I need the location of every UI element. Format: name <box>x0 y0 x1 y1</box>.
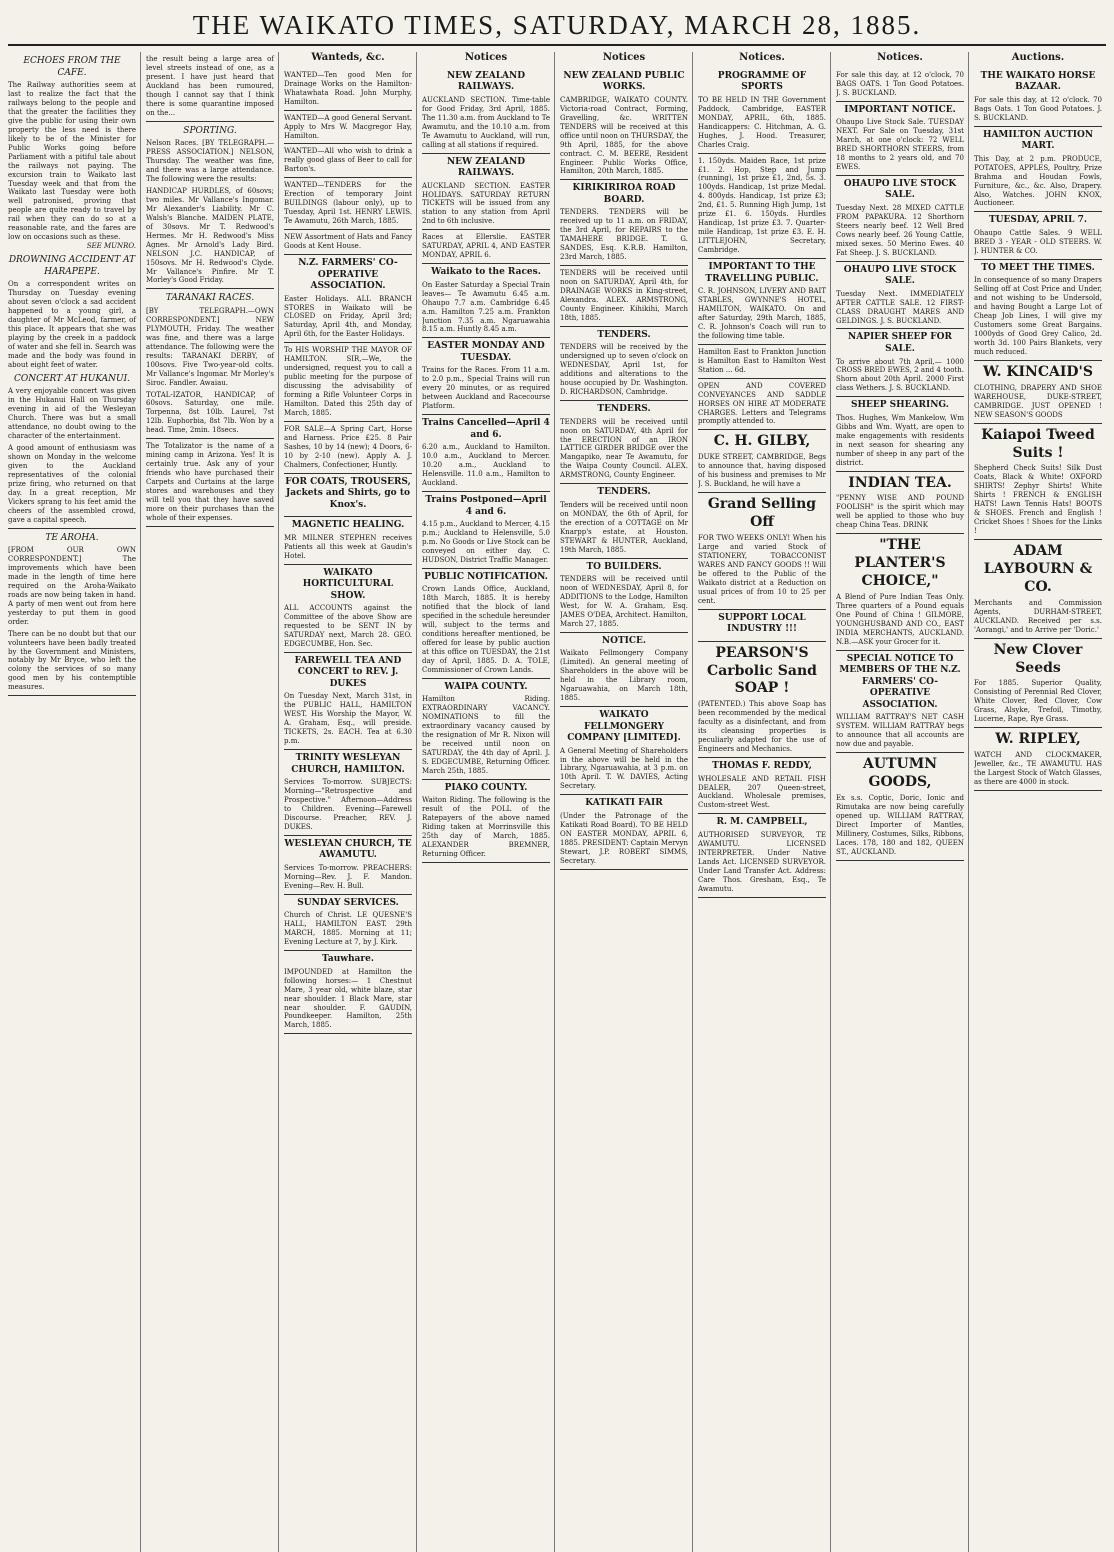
item-title: TO BUILDERS. <box>586 561 662 572</box>
item-signature: SEE MUNRO. <box>86 242 136 251</box>
advertisement <box>974 424 1102 540</box>
advertisement <box>836 68 964 102</box>
item-title: WESLEYAN CHURCH, TE AWAMUTU. <box>284 838 412 861</box>
advertisement <box>284 230 412 255</box>
item-body: TO BE HELD IN THE Government Paddock, Cambridge, EASTER MONDAY, APRIL, 6th, 1885. Handicappers: C. Hitchman, A. G. Hughes, J. Hood. Treasurer, Charles Craig. <box>698 95 826 149</box>
news-item <box>8 374 136 441</box>
item-body: To arrive about 7th April,— 1000 CROSS BRED EWES, 2 and 4 tooth. Shorn about 20th April. 2000 First class Wethers. J. S. BUCKLAND. <box>836 357 964 393</box>
advertisement <box>284 343 412 422</box>
item-title: TENDERS. <box>597 404 651 415</box>
advertisement <box>284 178 412 230</box>
advertisement <box>698 642 826 758</box>
advertisement <box>698 814 826 897</box>
advertisement <box>422 230 550 264</box>
news-paragraph <box>8 627 136 697</box>
advertisement <box>284 111 412 145</box>
item-body: Hamilton East to Frankton Junction is Hamilton East to Hamilton West Station ... 6d. <box>698 347 826 374</box>
news-paragraph <box>146 388 274 440</box>
column-5 <box>560 52 693 1552</box>
item-body: CAMBRIDGE, WAIKATO COUNTY. Victoria-road Contract, Forming, Gravelling, &c. WRITTEN TENDERS will be received at this office until noon on THURSDAY, the 9th April, 1885, for the above contract. C. M. BEERE, Resident Engineer. Public Works Office, Hamilton, 20th March, 1885. <box>560 95 688 176</box>
item-title: TARANAKI RACES. <box>165 293 255 304</box>
advertisement <box>560 633 688 707</box>
item-title: THE WAIKATO HORSE BAZAAR. <box>980 70 1096 93</box>
column-heading: Wanteds, &c. <box>311 52 385 63</box>
advertisement <box>560 327 688 401</box>
item-title: W. KINCAID'S <box>983 363 1093 380</box>
column-heading: Notices. <box>877 52 923 63</box>
item-title: WAIKATO HORTICULTURAL SHOW. <box>302 567 394 601</box>
advertisement <box>836 102 964 176</box>
item-body: Trains for the Races. From 11 a.m. to 2.0 p.m., Special Trains will run every 20 minutes, or as required between Auckland and Racecourse Platform. <box>422 366 550 411</box>
advertisement <box>284 517 412 564</box>
item-body: FOR TWO WEEKS ONLY! When his Large and varied Stock of STATIONERY, TOBACCONIST WARES AND FANCY GOODS !! Will be offered to the Public of the Waikato district at a Reduction on usual prices of from 10 to 25 per cent. <box>698 533 826 605</box>
news-paragraph <box>8 441 136 529</box>
news-paragraph <box>146 184 274 289</box>
advertisement <box>836 397 964 471</box>
item-title: Trains Postponed—April 4 and 6. <box>425 495 547 517</box>
news-paragraph <box>146 52 274 122</box>
advertisement <box>974 68 1102 127</box>
item-title: Trains Cancelled—April 4 and 6. <box>422 418 550 440</box>
item-body: Waiton Riding. The following is the result of the POLL of the Ratepayers of the above named Riding taken at Morrinsville this 25th day of March, 1885. ALEXANDER BREMNER, Returning Officer. <box>422 796 550 859</box>
advertisement <box>560 484 688 558</box>
advertisement <box>698 430 826 493</box>
item-title: CONCERT AT HUKANUI. <box>13 373 131 384</box>
item-title: PEARSON'S Carbolic Sand SOAP ! <box>707 644 817 697</box>
advertisement <box>974 127 1102 213</box>
item-body: A General Meeting of Shareholders in the above will be held in the Library, Ngaruawahia, at 3 p.m. on 10th April. T. W. DAVIES, Acting Secretary. <box>560 746 688 791</box>
item-body: the result being a large area of level streets instead of one, as a present. I have just heard that Auckland has been rumoured, though I cannot say that I think there is some quarantine imposed on the... <box>146 55 274 117</box>
item-title: IMPORTANT NOTICE. <box>844 104 956 115</box>
item-title: AUTUMN GOODS, <box>863 756 937 791</box>
item-body: Thos. Hughes, Wm Mankelow, Wm Gibbs and Wm. Wyatt, are open to make engagements with residents in next season for shearing any number of sheep in any part of the district. <box>836 413 964 467</box>
news-item <box>146 126 274 184</box>
advertisement <box>836 329 964 397</box>
item-body: 1. 150yds. Maiden Race, 1st prize £1. 2. Hop, Step and Jump (running), 1st prize £1, 2nd, 5s. 3. 100yds. Handicap, 1st prize Medal. 4. 800yds. Handicap, 1st prize £3; 2nd, £1. 5. Running High Jump, 1st prize £1. 6. 150yds. Hurdles Handicap, 1st prize £3. 7. Quarter-mile Handicap, 1st prize £3. E. H. LITTLEJOHN, Secretary, Cambridge. <box>698 156 826 255</box>
advertisement <box>284 474 412 518</box>
item-body: Races at Ellerslie. EASTER SATURDAY, APRIL 4, AND EASTER MONDAY, APRIL 6. <box>422 233 550 260</box>
advertisement <box>836 753 964 860</box>
item-body: WHOLESALE AND RETAIL FISH DEALER, 207 Queen-street, Auckland. Wholesale premises, Custom-street West. <box>698 774 826 810</box>
item-body: Easter Holidays. ALL BRANCH STORES in Waikato will be CLOSED on Friday, April 3rd; Saturday, April 4th, and Monday, April 6th, for the Easter Holidays. <box>284 294 412 339</box>
advertisement <box>560 266 688 327</box>
item-title: SUPPORT LOCAL INDUSTRY !!! <box>718 612 806 635</box>
item-title: Tauwhare. <box>322 954 374 965</box>
masthead <box>8 10 1106 46</box>
advertisement <box>284 422 412 474</box>
advertisement <box>698 154 826 259</box>
column-heading: Auctions. <box>1011 52 1065 63</box>
item-body: HANDICAP HURDLES, of 60sovs; two miles. Mr Vallance's Ingomar. Mr Alexander's Liability. Mr C. Walsh's Blanche. MAIDEN PLATE, of 30sovs. Mr T. Redwood's Hermes. Mr H. Redwood's Miss Agnes. Mr Arnold's Lady Bird. NELSON J.C. HANDICAP, of 150sovs. Mr H. Redwood's Clyde. Mr Vallance's Pinfire. Mr T. Morley's Good Friday. <box>146 186 274 285</box>
item-body: Services To-morrow. SUBJECTS: Morning—"Retrospective and Prospective." Afternoon—Address to Children. Evening—Farewell Discourse. Preacher, REV. J. DUKES. <box>284 778 412 831</box>
item-title: ADAM LAYBOURN & CO. <box>983 543 1093 595</box>
advertisement <box>836 262 964 330</box>
item-title: New Clover Seeds <box>993 641 1083 676</box>
item-body: AUTHORISED SURVEYOR, TE AWAMUTU. LICENSED INTERPRETER. Under Native Lands Act. LICENSED SURVEYOR. Under Land Transfer Act. Address: Care Thos. Gresham, Esq., Te Awamutu. <box>698 830 826 893</box>
advertisement <box>422 415 550 492</box>
column-heading: Notices <box>464 52 508 63</box>
item-title: NEW ZEALAND PUBLIC WORKS. <box>563 70 685 93</box>
item-body: 6.20 a.m., Auckland to Hamilton. 10.0 a.m., Auckland to Mercer. 10.20 a.m., Auckland to Helensville. 11.0 a.m., Hamilton to Auckland. <box>422 443 550 488</box>
advertisement <box>836 651 964 753</box>
item-title: R. M. CAMPBELL, <box>716 817 808 828</box>
news-item <box>8 533 136 627</box>
advertisement <box>974 728 1102 791</box>
item-body: WANTED—All who wish to drink a really good glass of Beer to call for Barton's. <box>284 147 412 174</box>
item-body: For sale this day, at 12 o'clock. 70 Bags Oats. 1 Ton Good Potatoes. J. S. BUCKLAND. <box>974 95 1102 122</box>
item-body: (PATENTED.) This above Soap has been recommended by the medical faculty as a disinfectant, and from its cleansing properties is peculiarly adapted for the use of Engineers and Mechanics. <box>698 700 826 754</box>
item-body: WANTED—A good General Servant. Apply to Mrs W. Macgregor Hay, Hamilton. <box>284 113 412 140</box>
advertisement <box>284 565 412 653</box>
item-body: The Totalizator is the name of a mining camp in Arizona. Yes! It is certainly true. Ask any of your friends who have purchased their Carpets and Curtains at the large stores and warehouses and they will tell you that they have saved more on their purchases than the whole of their expenses. <box>146 442 274 522</box>
advertisement <box>422 338 550 415</box>
item-body: For sale this day, at 12 o'clock, 70 BAGS OATS. 1 Ton Good Potatoes. J. S. BUCKLAND. <box>836 70 964 97</box>
advertisement <box>560 180 688 266</box>
item-body: TOTAL-IZATOR, HANDICAP, of 60sovs. Saturday, one mile. Torpenna, 8st 10lb. Laurel, 7st 12lb. Euphorbia, 8st 7lb. Won by a head. Time, 2min. 18secs. <box>146 390 274 435</box>
item-title: INDIAN TEA. <box>848 474 952 491</box>
column-2 <box>146 52 279 1552</box>
news-paragraph <box>146 439 274 527</box>
item-title: TUESDAY, APRIL 7. <box>988 215 1088 226</box>
item-body: Services To-morrow. PREACHERS: Morning—Rev. J. F. Mandon. Evening—Rev. H. Bull. <box>284 863 412 890</box>
advertisement <box>698 493 826 609</box>
item-body: Ex s.s. Coptic, Doric, Ionic and Rimutaka are now being carefully opened up. WILLIAM RATTRAY, Direct Importer of Mantles, Millinery, Costumes, Silks, Ribbons, Laces. 178, 180 and 182, QUEEN ST., AUCKLAND. <box>836 793 964 856</box>
item-title: Kaiapoi Tweed Suits ! <box>981 426 1095 461</box>
item-body: FOR SALE—A Spring Cart, Horse and Harness. Price £25. 8 Pair Sashes, 10 by 14 (new); 4 Doors, 6-10 by 2-10 (new). Apply A. J. Chalmers, Confectioner, Huntly. <box>284 424 412 469</box>
item-title: TENDERS. <box>597 329 651 340</box>
item-title: OHAUPO LIVE STOCK SALE. <box>843 178 957 201</box>
item-body: [BY TELEGRAPH.—OWN CORRESPONDENT.] NEW PLYMOUTH, Friday. The weather was fine, and there was a large attendance. The following were the results: TARANAKI DERBY, of 100sovs. Five Two-year-old colts. Mr Vallance's Ingomar. Mr Morley's Siroc. Fandler. Awaiau. <box>146 306 274 387</box>
item-title: W. RIPLEY, <box>995 731 1081 748</box>
advertisement <box>698 345 826 379</box>
item-body: OPEN AND COVERED CONVEYANCES AND SADDLE HORSES ON HIRE AT MODERATE CHARGES. Letters and Telegrams promptly attended to. <box>698 381 826 426</box>
item-body: TENDERS will be received by the undersigned up to seven o'clock on WEDNESDAY, April 1st, for additions and alterations to the house occupied by Dr. Washington. D. RICHARDSON, Cambridge. <box>560 343 688 397</box>
item-body: "PENNY WISE AND POUND FOOLISH" is the spirit which may well be applied to those who buy cheap China Teas. DRINK <box>836 494 964 530</box>
item-title: NEW ZEALAND RAILWAYS. <box>446 156 526 179</box>
advertisement <box>560 401 688 484</box>
advertisement <box>422 154 550 231</box>
news-item <box>146 293 274 387</box>
item-body: Hamilton Riding. EXTRAORDINARY VACANCY. NOMINATIONS to fill the extraordinary vacancy caused by the resignation of Mr R. Nixon will be received until noon on SATURDAY, the 4th day of April. J. S. EDGECUMBE, Returning Officer. March 25th, 1885. <box>422 695 550 776</box>
news-item <box>8 255 136 370</box>
item-body: AUCKLAND SECTION. Time-table for Good Friday, 3rd April, 1885. The 11.30 a.m. from Auckland to Te Awamutu, and the 10.10 a.m. from Te Awamutu to Auckland, will run, calling at all stations if required. <box>422 95 550 149</box>
advertisement <box>422 569 550 679</box>
item-title: Waikato to the Races. <box>431 267 541 278</box>
item-title: PROGRAMME OF SPORTS <box>717 70 807 93</box>
item-body: WANTED—Ten good Men for Drainage Works on the Hamilton-Whatawhata Road. John Murphy, Hamilton. <box>284 70 412 106</box>
item-title: C. H. GILBY, <box>713 433 811 450</box>
advertisement <box>422 679 550 780</box>
column-8 <box>974 52 1106 1552</box>
advertisement <box>284 68 412 111</box>
item-title: TRINITY WESLEYAN CHURCH, HAMILTON. <box>291 753 405 775</box>
advertisement <box>974 212 1102 259</box>
item-body: A good amount of enthusiasm was shown on Monday in the welcome given to the Auckland representatives of the colonial prize firing, who returned on that day. In a great reception, Mr Vickers sprang to his feet amid the cheers of the assembled crowd, gave a capital speech. <box>8 443 136 524</box>
item-title: KATIKATI FAIR <box>585 798 663 809</box>
item-title: PUBLIC NOTIFICATION. <box>424 571 548 582</box>
item-title: OHAUPO LIVE STOCK SALE. <box>843 264 957 287</box>
item-body: WANTED—TENDERS for the Erection of temporary Joint BUILDINGS (labour only), up to Tuesday, April 1st. HENRY LEWIS. Te Awamutu, 26th March, 1885. <box>284 181 412 226</box>
column-heading: Notices <box>602 52 646 63</box>
item-body: C. R. JOHNSON, LIVERY AND BAIT STABLES, GWYNNE'S HOTEL, HAMILTON, WAIKATO. On and after Saturday, 29th March, 1885, C. R. Johnson's Coach will run to the following time table. <box>698 287 826 340</box>
item-body: There can be no doubt but that our volunteers have been badly treated by the Government and Ministers, notably by Mr Bryce, who left the colony the services of so many good men by his contemptible measures. <box>8 629 136 692</box>
newspaper-title: THE WAIKATO TIMES, SATURDAY, MARCH 28, 1885. <box>192 10 922 40</box>
item-body: TENDERS will be received until noon of WEDNESDAY, April 8, for ADDITIONS to the Lodge, Hamilton West, for W. A. Graham, Esq. JAMES O'DEA, Architect. Hamilton, March 27, 1885. <box>560 575 688 628</box>
advertisement <box>422 492 550 569</box>
column-1 <box>8 52 141 1552</box>
item-body: TENDERS will be received until noon on SATURDAY, 4th April for the ERECTION of an IRON LATTICE GIRDER BRIDGE over the Mangapiko, near Te Awamutu, for the Waipa County Council. ALEX. ARMSTRONG, County Engineer. <box>560 417 688 480</box>
item-body: 4.15 p.m., Auckland to Mercer, 4.15 p.m.; Auckland to Helensville, 5.0 p.m. No Goods or Live Stock can be conveyed on either day. C. HUDSON, District Traffic Manager. <box>422 520 550 564</box>
advertisement <box>836 534 964 650</box>
advertisement <box>284 750 412 836</box>
item-body: TENDERS will be received until noon on SATURDAY, April 4th, for DRAINAGE WORKS in King-street, Alexandra. ALEX. ARMSTRONG, County Engineer. Kihikihi, March 18th, 1885. <box>560 269 688 322</box>
advertisement <box>698 379 826 431</box>
item-body: Ohaupo Live Stock Sale. TUESDAY NEXT. For Sale on Tuesday, 31st March, at one o'clock: 72 WELL BRED SHORTHORN STEERS, from 18 months to 2 years old, and 70 EWES. <box>836 118 964 171</box>
column-4 <box>422 52 555 1552</box>
advertisement <box>974 260 1102 361</box>
item-body: To HIS WORSHIP THE MAYOR OF HAMILTON. SIR,—We, the undersigned, request you to call a public meeting for the purpose of discussing the advisability of forming a Rifle Volunteer Corps in Hamilton. Dated this 25th day of March, 1885. <box>284 346 412 417</box>
item-title: IMPORTANT TO THE TRAVELLING PUBLIC. <box>705 262 819 284</box>
item-title: NOTICE. <box>601 635 647 646</box>
item-title: SUNDAY SERVICES. <box>297 897 399 908</box>
item-body: Merchants and Commission Agents, DURHAM-STREET, AUCKLAND. Received per s.s. 'Aorangi,' and to Arrive per 'Doric.' <box>974 598 1102 634</box>
item-title: TE AROHA. <box>45 532 99 543</box>
item-title: SHEEP SHEARING. <box>851 400 949 411</box>
item-body: TENDERS. TENDERS will be received up to 11 a.m. on FRIDAY, the 3rd April, for REPAIRS to the TAMAHERE BRIDGE. T. G. SANDES, Esq. K.R.B. Hamilton, 23rd March, 1885. <box>560 208 688 262</box>
item-body: Church of Christ. LE QUESNE'S HALL, HAMILTON EAST. 29th MARCH, 1885. Morning at 11; Evening Lecture at 7, by J. Kirk. <box>284 911 412 947</box>
advertisement <box>698 259 826 345</box>
item-title: SPORTING. <box>183 125 237 136</box>
item-title: TO MEET THE TIMES. <box>981 262 1095 273</box>
item-body: On a correspondent writes on Thursday on Tuesday evening about seven o'clock a sad accident happened to a young girl, a daughter of Mr McLeod, farmer, of this place. It appears that she was playing by the creek in a paddock of water and she fell in. Search was made and the body was found in about eight feet of water. <box>8 280 136 369</box>
column-7 <box>836 52 969 1552</box>
item-title: FOR COATS, TROUSERS, Jackets and Shirts, go to Knox's. <box>285 476 411 510</box>
news-item <box>8 56 136 251</box>
item-body: This Day, at 2 p.m. PRODUCE, POTATOES, APPLES, Poultry, Prize Brahma and Houdan Fowls, Furniture, &c., &c. Also, Drapery. Also, Watches. JOHN KNOX, Auctioneer. <box>974 154 1102 208</box>
item-body: NEW Assortment of Hats and Fancy Goods at Kent House. <box>284 233 412 251</box>
advertisement <box>560 559 688 633</box>
item-title: WAIPA COUNTY. <box>444 681 528 692</box>
item-title: SPECIAL NOTICE TO MEMBERS OF THE N.Z. FARMERS' CO-OPERATIVE ASSOCIATION. <box>839 653 961 710</box>
item-title: PIAKO COUNTY. <box>444 782 528 793</box>
advertisement <box>836 176 964 262</box>
item-title: FAREWELL TEA AND CONCERT to REV. J. DUKES <box>294 655 402 689</box>
advertisement <box>284 255 412 343</box>
advertisement <box>974 540 1102 639</box>
column-6 <box>698 52 831 1552</box>
item-body: DUKE STREET, CAMBRIDGE, Begs to announce that, having disposed of his business and premises to Mr J. S. Buckland, he will have a <box>698 453 826 489</box>
item-body: Crown Lands Office, Auckland, 18th March, 1885. It is hereby notified that the block of land specified in the schedule hereunder will, subject to the terms and conditions hereafter mentioned, be offered for lease by public auction at this office on TUESDAY, the 21st day of April, 1885. D. A. TOLE, Commissioner of Crown Lands. <box>422 585 550 674</box>
item-body: On Easter Saturday a Special Train leaves— Te Awamutu 6.45 a.m. Ohaupo 7.7 a.m. Cambridge 6.45 a.m. Hamilton 7.25 a.m. Frankton Junction 7.35 a.m. Ngaruawahia 8.15 a.m. Huntly 8.45 a.m. <box>422 280 550 334</box>
item-body: CLOTHING, DRAPERY AND SHOE WAREHOUSE, DUKE-STREET, CAMBRIDGE. JUST OPENED ! NEW SEASON'S GOODS <box>974 383 1102 419</box>
item-body: For 1885. Superior Quality, Consisting of Perennial Red Clover, White Clover, Red Clover, Cow Grass, Alsyke, Trefoil, Timothy, Lucerne, Rape, Rye Grass. <box>974 679 1102 724</box>
item-body: In consequence of so many Drapers Selling off at Cost Price and Under, and not wishing to be Undersold, and having Bought a Large Lot of Cheap Job Lines, I will give my Customers some Great Bargains. 1000yds of Good Grey Calico, 2d. worth 3d. 100 Pairs Blankets, very much reduced. <box>974 276 1102 356</box>
item-title: HAMILTON AUCTION MART. <box>982 129 1094 152</box>
item-body: AUCKLAND SECTION. EASTER HOLIDAYS. SATURDAY RETURN TICKETS will be issued from any station to any station from April 2nd to 6th inclusive. <box>422 181 550 226</box>
item-body: A Blend of Pure Indian Teas Only. Three quarters of a Pound equals One Pound of China ! GILMORE, YOUNGHUSBAND AND CO., EAST INDIA MERCHANTS, AUCKLAND. N.B.—ASK your Grocer for it. <box>836 593 964 646</box>
item-body: (Under the Patronage of the Katikati Road Board). TO BE HELD ON EASTER MONDAY, APRIL 6, 1885. PRESIDENT: Captain Mervyn Stewart, J.P. ROBERT SIMMS, Secretary. <box>560 811 688 865</box>
item-title: THOMAS F. REDDY, <box>712 761 812 772</box>
advertisement <box>284 951 412 1034</box>
advertisement <box>698 610 826 642</box>
item-body: MR MILNER STEPHEN receives Patients all this week at Gaudin's Hotel. <box>284 533 412 560</box>
item-body: IMPOUNDED at Hamilton the following horses:— 1 Chestnut Mare, 3 year old, white blaze, star near shoulder. 1 Black Mare, star near shoulder. F. GAUDIN, Poundkeeper. Hamilton, 25th March, 1885. <box>284 967 412 1030</box>
item-body: Waikato Fellmongery Company (Limited). An general meeting of Shareholders in the above will be held in the Library room, Ngaruawahia, on March 18th, 1885. <box>560 649 688 703</box>
item-title: DROWNING ACCIDENT AT HARAPEPE. <box>8 255 136 277</box>
advertisement <box>422 264 550 338</box>
advertisement <box>284 144 412 178</box>
advertisement <box>698 68 826 154</box>
item-title: EASTER MONDAY AND TUESDAY. <box>427 341 545 363</box>
column-3 <box>284 52 417 1552</box>
item-body: ALL ACCOUNTS against the Committee of the above Show are requested to be SENT IN by SATURDAY next, March 28. GEO. EDGECUMBE, Hon. Sec. <box>284 604 412 648</box>
item-body: [FROM OUR OWN CORRESPONDENT.] The improvements which have been made in the length of time here required on the Aroha-Waikato roads are now being taken in hand. A party of men went out from here yesterday to put them in good order. <box>8 546 136 626</box>
item-body: Tuesday Next. IMMEDIATELY AFTER CATTLE SALE. 12 FIRST-CLASS DRAUGHT MARES AND GELDINGS. J. S. BUCKLAND. <box>836 289 964 325</box>
item-body: Shepherd Check Suits! Silk Dust Coats, Black & White! OXFORD SHIRTS! Zephyr Shirts! White Shirts ! FRENCH & ENGLISH HATS! Lawn Tennis Hats! BOOTS & SHOES. French and English ! Cricket Shoes ! Shoes for the Links ! <box>974 464 1102 536</box>
advertisement <box>836 472 964 535</box>
item-title: TENDERS. <box>597 487 651 498</box>
item-title: KIRIKIRIROA ROAD BOARD. <box>572 183 676 205</box>
advertisement <box>284 836 412 895</box>
item-body: WATCH AND CLOCKMAKER, Jeweller, &c., TE AWAMUTU. HAS the Largest Stock of Watch Glasses, as there are 4000 in stock. <box>974 751 1102 786</box>
item-title: N.Z. FARMERS' CO-OPERATIVE ASSOCIATION. <box>298 258 398 292</box>
item-body: Tenders will be received until noon on MONDAY, the 6th of April, for the erection of a COTTAGE on Mr Knarpp's estate, at Houston. STEWART & HUNTER, Auckland, 19th March, 1885. <box>560 500 688 554</box>
advertisement <box>422 780 550 863</box>
item-title: MAGNETIC HEALING. <box>291 520 405 531</box>
item-body: The Railway authorities seem at last to realize the fact that the railways belong to the people and that the greater the facilities they give the public for using their own property the less need is there likely to be of the Minister for Public Works going before Parliament with a pitiful tale about the railways not paying. The excursion train to Waikato last Tuesday week and that from the Waikato last Tuesday were both well patronised, proving that people are quite ready to travel by rail when they can do so at a reasonable rate, and the fares are low on occasions such as these. <box>8 81 136 242</box>
item-body: Tuesday Next. 28 MIXED CATTLE FROM PAPAKURA. 12 Shorthorn Steers nearly beef. 12 Well Bred Cows nearly beef. 26 Young Cattle, mixed sexes. 50 Merino Ewes. 40 Fat Sheep. J. S. BUCKLAND. <box>836 203 964 257</box>
advertisement <box>422 68 550 154</box>
item-title: Grand Selling Off <box>707 496 817 531</box>
item-title: ECHOES FROM THE CAFE. <box>23 56 121 78</box>
item-title: NAPIER SHEEP FOR SALE. <box>848 332 952 354</box>
item-title: "THE PLANTER'S CHOICE," <box>854 537 946 590</box>
advertisement <box>560 707 688 795</box>
item-body: Ohaupo Cattle Sales. 9 WELL BRED 3 - YEAR - OLD STEERS. W. J. HUNTER & CO. <box>974 228 1102 255</box>
advertisement <box>698 758 826 814</box>
item-body: WILLIAM RATTRAY'S NET CASH SYSTEM. WILLIAM RATTRAY begs to announce that all accounts are now due and payable. <box>836 713 964 749</box>
column-heading: Notices. <box>739 52 785 63</box>
item-body: A very enjoyable concert was given in the Hukanui Hall on Thursday evening in aid of the Wesleyan Church. There was but a small attendance, no doubt owing to the character of the entertainment. <box>8 387 136 440</box>
item-title: WAIKATO FELLMONGERY COMPANY [LIMITED]. <box>567 710 681 744</box>
advertisement <box>284 895 412 951</box>
advertisement <box>974 361 1102 424</box>
item-title: NEW ZEALAND RAILWAYS. <box>446 70 526 93</box>
item-body: Nelson Races. [BY TELEGRAPH.—PRESS ASSOCIATION.] NELSON, Thursday. The weather was fine, and there was a large attendance. The following were the results: <box>146 139 274 183</box>
columns <box>8 52 1106 1552</box>
item-body: On Tuesday Next, March 31st, in the PUBLIC HALL, HAMILTON WEST. His Worship the Mayor, W. A. Graham, Esq., will preside. TICKETS, 2s. EACH. Tea at 6.30 p.m. <box>284 692 412 746</box>
advertisement <box>560 795 688 869</box>
advertisement <box>284 653 412 750</box>
advertisement <box>560 68 688 181</box>
advertisement <box>974 639 1102 729</box>
